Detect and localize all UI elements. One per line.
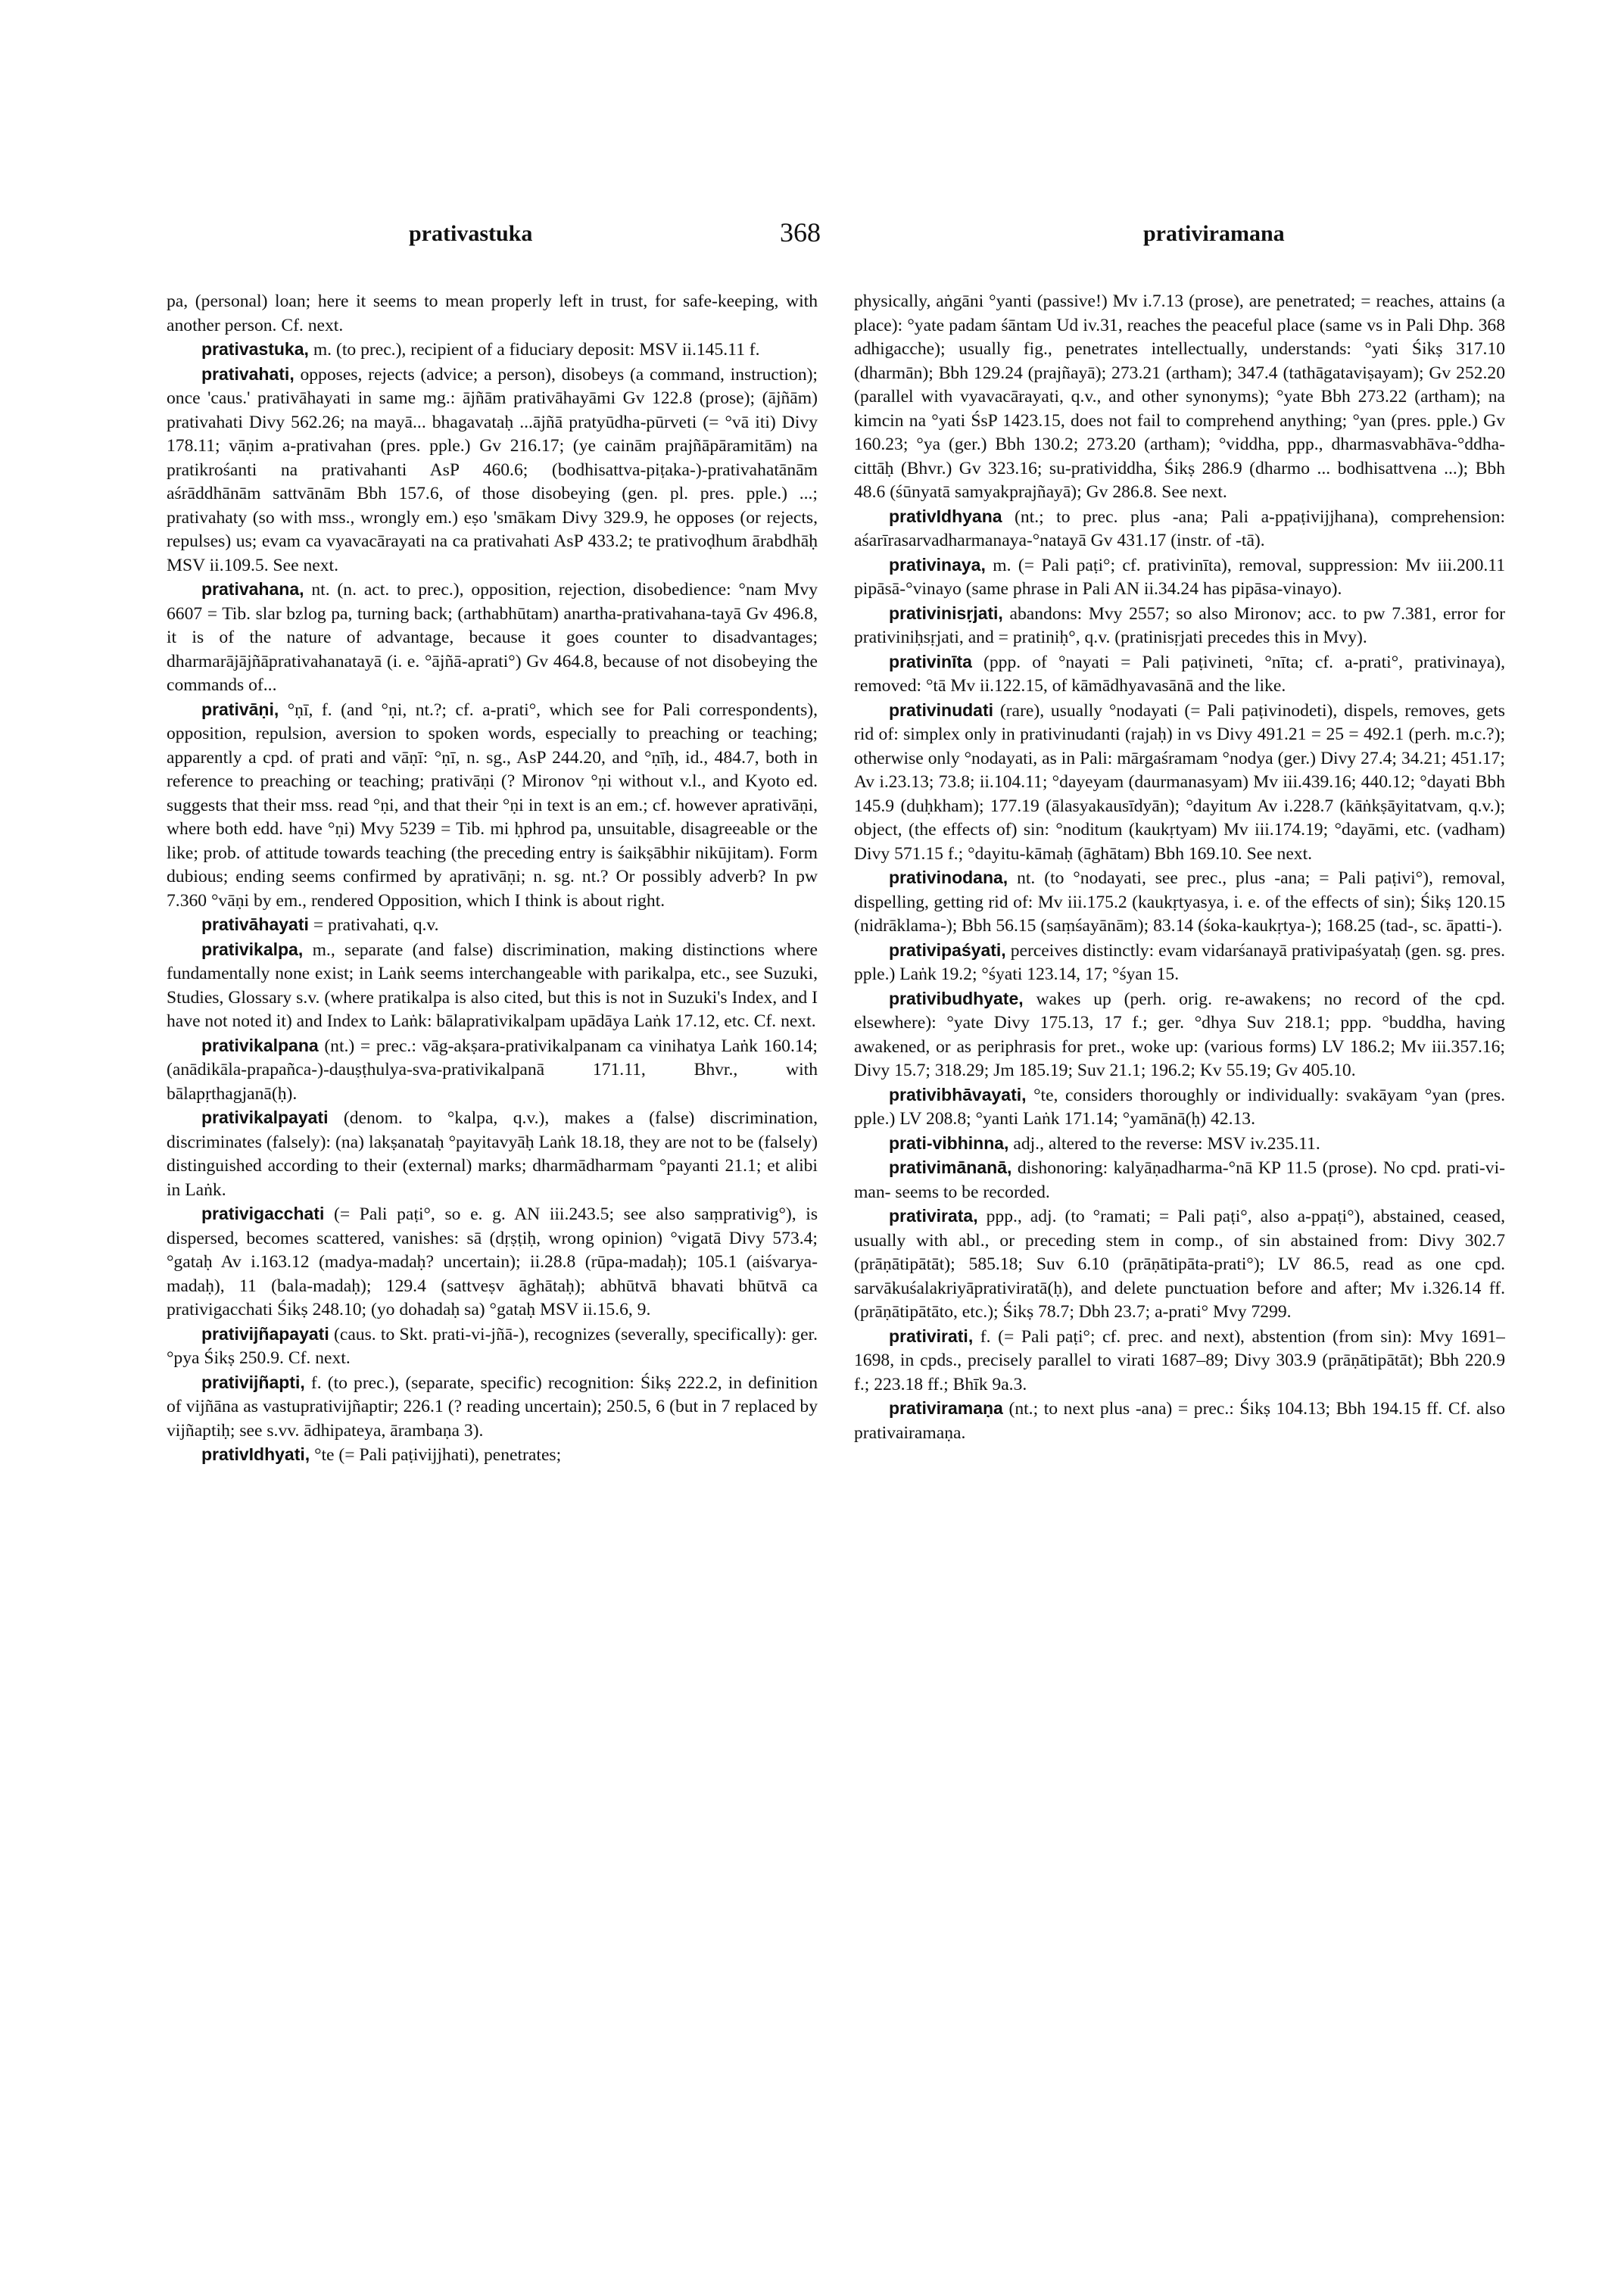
dictionary-entry bbox=[167, 1202, 818, 1323]
entry-definition: (rare), usually °nodayati (= Pali paṭivinodeti), dispels, removes, gets rid of: simplex only in prativinudanti (rajaḥ) in vs Divy 491.21 = 25 = 492.1 (perh. m.c.?); otherwise only °nodayati, as in Pali: mārgaśramam °nodya (ger.) Divy 27.4; 34.21; 451.17; Av i.23.13; 73.8; ii.104.11; °dayeyam (daurmanasyam) Mv iii.439.16; 440.12; °dayati Bbh 145.9 (duḥkham); 177.19 (ālasyakausīdyān); °dayitum Av i.228.7 (kāṅkṣāyitatvam, q.v.); object, (the effects of) sin: °noditum (kaukṛtyam) Mv iii.174.19; °dayāmi, etc. (vadham) Divy 571.15 f.; °dayitu-kāmaḥ (āghātam) Bbh 169.10. See next. bbox=[854, 700, 1505, 864]
dictionary-entry bbox=[167, 1371, 818, 1444]
dictionary-entry bbox=[167, 289, 818, 338]
entry-headword: prativinīta bbox=[889, 651, 972, 671]
entry-definition: wakes up (perh. orig. re-awakens; no record of the cpd. elsewhere): °yate Divy 175.13, 17 f.; ger. °dhya Suv 218.1; ppp. °buddha, having awakened, or as periphrasis for pret., woke up: (various forms) LV 186.2; Mv iii.357.16; Divy 15.7; 318.29; Jm 185.19; Suv 21.1; 196.2; Kv 55.19; Gv 405.10. bbox=[854, 989, 1505, 1080]
entry-headword: prativimānanā, bbox=[889, 1157, 1012, 1177]
entry-headword: prativijñapayati bbox=[201, 1323, 329, 1344]
entry-definition: dishonoring: kalyāṇadharma-°nā KP 11.5 (prose). No cpd. prati-vi-man- seems to be recorded. bbox=[854, 1158, 1505, 1202]
entry-definition: °te (= Pali paṭivijjhati), penetrates; bbox=[314, 1445, 562, 1465]
entry-definition: ppp., adj. (to °ramati; = Pali paṭi°, also a-ppaṭi°), abstained, ceased, usually with abl., or preceding stem in comp., of sin abstained from: Divy 302.7 (prāṇātipātāt); 585.18; Suv 6.10 (prāṇātipāta-prati°); LV 86.5, read as one cpd. sarvākuśalakriyāprativiratā(ḥ), and delete punctuation before and after; Mv i.326.14 ff. (prāṇātipātāto, etc.); Śikṣ 78.7; Dbh 23.7; a-prati° Mvy 7299. bbox=[854, 1207, 1505, 1322]
page-number: 368 bbox=[780, 217, 821, 248]
entry-headword: prativIdhyati, bbox=[201, 1444, 310, 1464]
dictionary-entry bbox=[854, 1132, 1505, 1157]
left-column bbox=[167, 289, 818, 2227]
entry-headword: prativikalpa, bbox=[201, 939, 304, 959]
entry-headword: prativinaya, bbox=[889, 554, 986, 575]
dictionary-entry bbox=[167, 913, 818, 938]
dictionary-entry bbox=[854, 553, 1505, 602]
entry-definition: (= Pali paṭi°, so e. g. AN iii.243.5; see also saṃprativig°), is dispersed, becomes scattered, vanishes: sā (dṛṣṭiḥ, wrong opinion) °vigatā Divy 573.4; °gataḥ Av i.163.12 (madya-madaḥ? uncertain); ii.28.8 (rūpa-madaḥ); 105.1 (aiśvarya-madaḥ), 11 (bala-madaḥ); 129.4 (sattveṣv āghātaḥ); abhūtvā bhavati bhūtvā ca prativigacchati Śikṣ 248.10; (yo dohadaḥ sa) °gataḥ MSV ii.15.6, 9. bbox=[167, 1204, 818, 1319]
dictionary-entry bbox=[167, 1323, 818, 1371]
dictionary-entry bbox=[167, 938, 818, 1034]
entry-definition: pa, (personal) loan; here it seems to mean properly left in trust, for safe-keeping, with another person. Cf. next. bbox=[167, 291, 818, 335]
dictionary-entry bbox=[854, 939, 1505, 987]
entry-headword: prativirata, bbox=[889, 1206, 978, 1226]
entry-definition: (caus. to Skt. prati-vi-jñā-), recognizes (severally, specifically): ger. °pya Śikṣ 250.9. Cf. next. bbox=[167, 1324, 818, 1368]
dictionary-entry bbox=[854, 602, 1505, 650]
entry-headword: prativahana, bbox=[201, 579, 304, 599]
dictionary-entry bbox=[854, 505, 1505, 553]
entry-definition: adj., altered to the reverse: MSV iv.235.11. bbox=[1013, 1133, 1320, 1154]
entry-headword: prativastuka, bbox=[201, 339, 309, 359]
entry-definition: f. (= Pali paṭi°; cf. prec. and next), abstention (from sin): Mvy 1691–1698, in cpds., precisely parallel to virati 1687–89; Divy 303.9 (prāṇātipātāt); Bbh 220.9 f.; 223.18 ff.; Bhīk 9a.3. bbox=[854, 1326, 1505, 1394]
entry-headword: prativinisṛjati, bbox=[889, 603, 1003, 623]
right-column bbox=[854, 289, 1505, 2227]
dictionary-entry bbox=[167, 1443, 818, 1468]
entry-headword: prativinudati bbox=[889, 699, 994, 720]
entry-headword: prativIdhyana bbox=[889, 506, 1002, 526]
entry-headword: prativibudhyate, bbox=[889, 988, 1024, 1008]
entry-definition: physically, aṅgāni °yanti (passive!) Mv i.7.13 (prose), are penetrated; = reaches, attains (a place): °yate padam śāntam Ud iv.31, reaches the peaceful place (same vs in Pali Dhp. 368 adhigacche); usually fig., penetrates intellectually, understands: °yati Śikṣ 317.10 (dharmān); Bbh 129.24 (prajñayā); 273.21 (artham); 347.4 (tathāgataviṣayam); Gv 252.20 (parallel with vyavacārayati, q.v., and other synonyms); °yate Bbh 273.22 (artham); na kimcin na °yati ŚsP 1423.15, does not fail to comprehend anything; °yan (pres. pple.) Gv 160.23; °ya (ger.) Bbh 130.2; 273.20 (artham); °viddha, ppp., dharmasvabhāva-°ddha-cittāḥ (Bhvr.) Gv 323.16; su-pratividdha, Śikṣ 286.9 (dharmo ... bodhisattvena ...); Bbh 48.6 (śūnyatā samyakprajñayā); Gv 286.8. See next. bbox=[854, 291, 1505, 502]
entry-headword: prativikalpana bbox=[201, 1035, 319, 1055]
entry-definition: abandons: Mvy 2557; so also Mironov; acc. to pw 7.381, error for prativiniḥsṛjati, and = pratiniḥ°, q.v. (pratinisṛjati precedes this in Mvy). bbox=[854, 603, 1505, 647]
entry-definition: (nt.) = prec.: vāg-akṣara-prativikalpanam ca vinihatya Laṅk 160.14; (anādikāla-prapañca-)-dauṣṭhulya-sva-prativikalpanā 171.11, Bhvr., with bālapṛthagjanā(ḥ). bbox=[167, 1036, 818, 1104]
entry-headword: prativijñapti, bbox=[201, 1372, 305, 1392]
dictionary-entry bbox=[854, 1083, 1505, 1132]
entry-definition: (nt.; to next plus -ana) = prec.: Śikṣ 104.13; Bbh 194.15 ff. Cf. also prativairamaṇa. bbox=[854, 1399, 1505, 1443]
entry-definition: (denom. to °kalpa, q.v.), makes a (false) discrimination, discriminates (falsely): (na) lakṣanataḥ °payitavyāḥ Laṅk 18.18, they are not to be (falsely) distinguished according to their (external) marks; dharmādharmam °payanti 21.1; et alibi in Laṅk. bbox=[167, 1108, 818, 1200]
entry-definition: (ppp. of °nayati = Pali paṭivineti, °nīta; cf. a-prati°, prativinaya), removed: °tā Mv ii.122.15, of kāmādhyavasānā and the like. bbox=[854, 652, 1505, 696]
dictionary-entry bbox=[854, 866, 1505, 939]
entry-headword: prativāṇi, bbox=[201, 699, 279, 719]
dictionary-entry bbox=[854, 1325, 1505, 1397]
dictionary-entry bbox=[167, 338, 818, 363]
entry-definition: nt. (to °nodayati, see prec., plus -ana; = Pali paṭivi°), removal, dispelling, getting rid of: Mv iii.175.2 (kaukṛtyasya, i. e. of the effects of sin); Śikṣ 120.15 (nidrāklama-); Bbh 56.15 (saṃśayānām); 83.14 (śoka-kaukṛtya-); 168.25 (tad-, sc. āpatti-). bbox=[854, 868, 1505, 936]
running-head-right: prativiramana bbox=[1143, 221, 1285, 246]
entry-headword: prativigacchati bbox=[201, 1204, 325, 1223]
entry-definition: (nt.; to prec. plus -ana; Pali a-ppaṭivijjhana), comprehension: aśarīrasarvadharmanaya-°natayā Gv 431.17 (instr. of -tā). bbox=[854, 506, 1505, 550]
entry-headword: prati-vibhinna, bbox=[889, 1132, 1009, 1153]
dictionary-entry bbox=[854, 650, 1505, 699]
entry-headword: prativibhāvayati, bbox=[889, 1084, 1027, 1104]
dictionary-entry bbox=[167, 578, 818, 698]
entry-definition: m. (to prec.), recipient of a fiduciary deposit: MSV ii.145.11 f. bbox=[313, 340, 760, 360]
dictionary-entry bbox=[167, 698, 818, 914]
dictionary-entry bbox=[167, 1034, 818, 1107]
entry-headword: prativahati, bbox=[201, 363, 295, 384]
entry-headword: prativāhayati bbox=[201, 914, 309, 934]
dictionary-entry bbox=[854, 1204, 1505, 1325]
entry-definition: = prativahati, q.v. bbox=[313, 915, 439, 935]
dictionary-entry bbox=[854, 699, 1505, 867]
dictionary-entry bbox=[854, 987, 1505, 1083]
dictionary-entry bbox=[167, 363, 818, 578]
running-head-left: prativastuka bbox=[409, 221, 533, 246]
entry-definition: °ṇī, f. (and °ṇi, nt.?; cf. a-prati°, which see for Pali correspondents), opposition, repulsion, aversion to spoken words, especially to preaching or teaching; apparently a cpd. of prati and vāṇī: °ṇī, n. sg., AsP 244.20, and °ṇīḥ, id., 484.7, both in reference to preaching or teaching; prativāṇi (? Mironov °ṇi without v.l., and Kyoto ed. suggests that their mss. read °ṇi, and that their °ṇi in text is an em.; cf. however aprativāṇi, where both edd. have °ṇi) Mvy 5239 = Tib. mi ḥphrod pa, unsuitable, disagreeable or the like; prob. of attitude towards teaching (the preceding entry is śaikṣābhir nikūjitam). Form dubious; ending seems confirmed by aprativāṇi; n. sg. nt.? Or possibly adverb? In pw 7.360 °vāṇi by em., rendered Opposition, which I think is about right. bbox=[167, 699, 818, 911]
entry-definition: m. (= Pali paṭi°; cf. prativinīta), removal, suppression: Mv iii.200.11 pipāsā-°vinayo (same phrase in Pali AN ii.34.24 has pipāsa-vinayo). bbox=[854, 555, 1505, 599]
entry-headword: prativiramaṇa bbox=[889, 1398, 1003, 1418]
entry-definition: opposes, rejects (advice; a person), disobeys (a command, instruction); once 'caus.' prativāhayati in same mg.: ājñām prativāhayāmi Gv 122.8 (prose); (ājñām) prativahati Divy 562.26; na mayā... bhagavataḥ ...ājñā pratyūdha-pūrveti (= °vā iti) Divy 178.11; vāṇim a-prativahan (pres. pple.) Gv 216.17; (ye cainām prajñāpāramitām) na pratikrośanti na prativahanti AsP 460.6; (bodhisattva-piṭaka-)-prativahatānām aśrāddhānām sattvānām Bbh 157.6, of those disobeying (gen. pl. pres. pple.) ...; prativahaty (so with mss., wrongly em.) eṣo 'smākam Divy 329.9, he opposes (or rejects, repulses) us; evam ca vyavacārayati na ca prativahati AsP 433.2; te prativoḍhum ārabdhāḥ MSV ii.109.5. See next. bbox=[167, 364, 818, 575]
entry-definition: m., separate (and false) discrimination, making distinctions where fundamentally none exist; in Laṅk seems interchangeable with parikalpa, etc., see Suzuki, Studies, Glossary s.v. (where pratikalpa is also cited, but this is not in Suzuki's Index, and I have not noted it) and Index to Laṅk: bālaprativikalpam upādāya Laṅk 17.12, etc. Cf. next. bbox=[167, 939, 818, 1031]
entry-headword: prativikalpayati bbox=[201, 1108, 329, 1127]
dictionary-entry bbox=[854, 1397, 1505, 1445]
entry-definition: f. (to prec.), (separate, specific) recognition: Śikṣ 222.2, in definition of vijñāna as vastuprativijñaptir; 226.1 (? reading uncertain); 250.5, 6 (but in 7 replaced by vijñaptiḥ; see s.vv. ādhipateya, ārambaṇa 3). bbox=[167, 1372, 818, 1441]
entry-headword: prativinodana, bbox=[889, 868, 1008, 887]
entry-definition: °te, considers thoroughly or individually: svakāyam °yan (pres. pple.) LV 208.8; °yanti Laṅk 171.14; °yamānā(ḥ) 42.13. bbox=[854, 1085, 1505, 1129]
entry-headword: prativirati, bbox=[889, 1326, 974, 1346]
entry-headword: prativipaśyati, bbox=[889, 939, 1006, 960]
entry-definition: nt. (n. act. to prec.), opposition, rejection, disobedience: °nam Mvy 6607 = Tib. slar bzlog pa, turning back; (arthabhūtam) anartha-prativahana-tayā Gv 496.8, it is of the nature of advantage, because it goes counter to disadvantages; dharmarājājñāprativahanatayā (i. e. °ājñā-aprati°) Gv 464.8, because of not disobeying the commands of... bbox=[167, 580, 818, 695]
entry-definition: perceives distinctly: evam vidarśanayā prativipaśyataḥ (gen. sg. pres. pple.) Laṅk 19.2; °śyati 123.14, 17; °śyan 15. bbox=[854, 940, 1505, 984]
dictionary-entry bbox=[854, 1156, 1505, 1204]
dictionary-entry bbox=[167, 1106, 818, 1202]
page-header bbox=[151, 217, 1484, 266]
dictionary-entry bbox=[854, 289, 1505, 505]
